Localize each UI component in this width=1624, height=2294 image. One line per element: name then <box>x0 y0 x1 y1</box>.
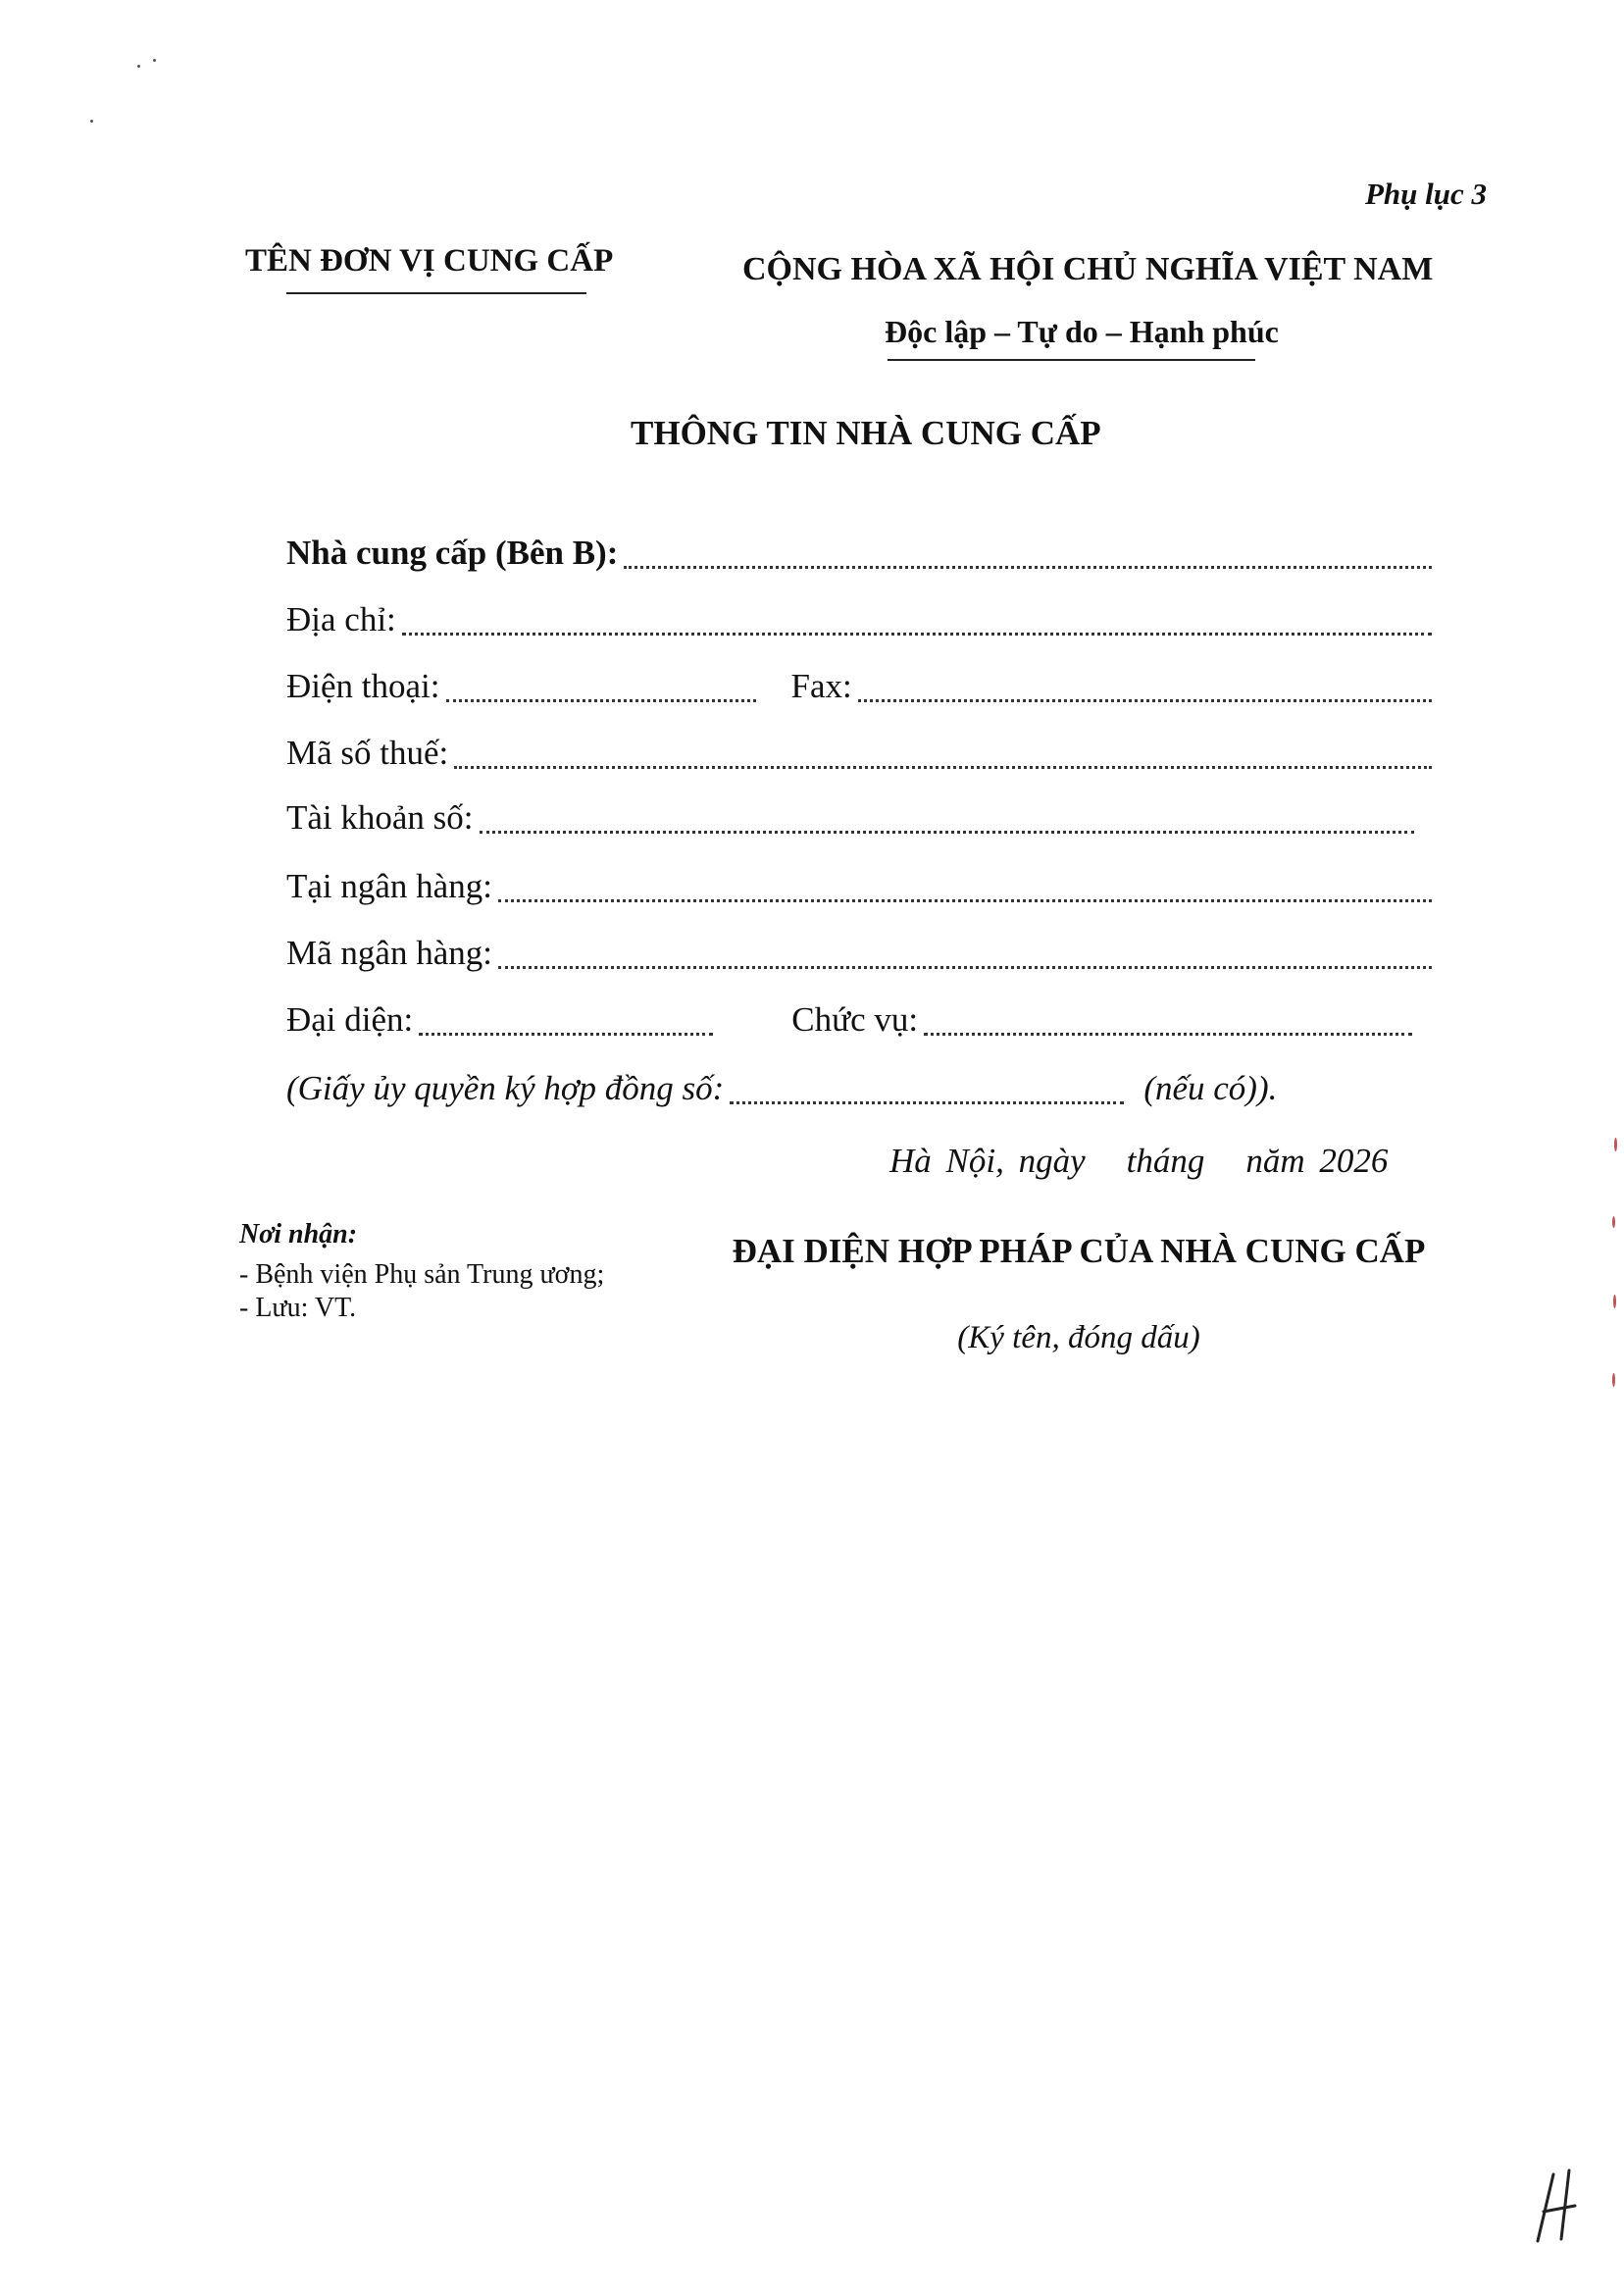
supplier-row <box>286 534 1432 581</box>
recipient-item: - Bệnh viện Phụ sản Trung ương; <box>239 1259 605 1290</box>
fax-label: Fax: <box>790 667 852 705</box>
scan-speck <box>137 65 140 68</box>
phone-label: Điện thoại: <box>286 667 440 705</box>
organization-name: TÊN ĐƠN VỊ CUNG CẤP <box>245 243 614 279</box>
nation-title: CỘNG HÒA XÃ HỘI CHỦ NGHĨA VIỆT NAM <box>742 251 1434 287</box>
form-title: THÔNG TIN NHÀ CUNG CẤP <box>631 414 1101 452</box>
fax-fill-line[interactable] <box>858 699 1432 702</box>
authorization-row <box>286 1069 1375 1116</box>
representative-fill-line[interactable] <box>419 1033 713 1036</box>
representative-label: Đại diện: <box>286 1000 414 1039</box>
phone-fill-line[interactable] <box>446 699 756 702</box>
scan-speck <box>90 120 93 123</box>
account-number-fill-line[interactable] <box>480 831 1414 834</box>
position-fill-line[interactable] <box>924 1033 1412 1036</box>
supplier-label: Nhà cung cấp (Bên B): <box>286 534 619 572</box>
representative-row <box>286 1000 1412 1047</box>
scan-edge-mark <box>1614 1138 1617 1151</box>
position-label: Chức vụ: <box>791 1000 919 1039</box>
date-year: năm 2026 <box>1245 1142 1389 1180</box>
signature-title: ĐẠI DIỆN HỢP PHÁP CỦA NHÀ CUNG CẤP <box>732 1232 1426 1270</box>
tax-code-label: Mã số thuế: <box>286 734 449 772</box>
bank-code-fill-line[interactable] <box>498 966 1432 969</box>
appendix-label: Phụ lục 3 <box>1365 177 1488 211</box>
scan-edge-mark <box>1613 1295 1616 1308</box>
signature-note: (Ký tên, đóng dấu) <box>957 1320 1200 1355</box>
scan-edge-mark <box>1612 1216 1615 1228</box>
authorization-fill-line[interactable] <box>730 1101 1124 1104</box>
tax-code-fill-line[interactable] <box>454 766 1432 769</box>
address-fill-line[interactable] <box>402 633 1432 636</box>
scan-speck <box>153 59 156 62</box>
bank-code-label: Mã ngân hàng: <box>286 934 492 972</box>
account-number-row <box>286 798 1414 845</box>
bank-row <box>286 867 1432 914</box>
scan-edge-mark <box>1612 1373 1615 1387</box>
bank-fill-line[interactable] <box>498 899 1432 902</box>
date-month: tháng <box>1126 1142 1205 1180</box>
authorization-suffix: (nếu có)). <box>1143 1069 1278 1107</box>
motto-underline <box>888 359 1255 361</box>
bank-label: Tại ngân hàng: <box>286 867 492 905</box>
account-number-label: Tài khoản số: <box>286 798 474 837</box>
address-label: Địa chỉ: <box>286 600 396 638</box>
date-line <box>889 1142 1388 1181</box>
date-place-day: Hà Nội, ngày <box>889 1142 1086 1180</box>
supplier-fill-line[interactable] <box>624 566 1432 569</box>
tax-code-row <box>286 734 1432 781</box>
organization-underline <box>286 292 586 294</box>
handwritten-initial-mark <box>1530 2163 1589 2251</box>
address-row <box>286 600 1432 647</box>
authorization-prefix: (Giấy ủy quyền ký hợp đồng số: <box>286 1069 725 1107</box>
bank-code-row <box>286 934 1432 981</box>
recipient-item: - Lưu: VT. <box>239 1293 357 1323</box>
recipients-title: Nơi nhận: <box>239 1219 358 1249</box>
phone-fax-row <box>286 667 1432 714</box>
motto: Độc lập – Tự do – Hạnh phúc <box>885 314 1279 349</box>
